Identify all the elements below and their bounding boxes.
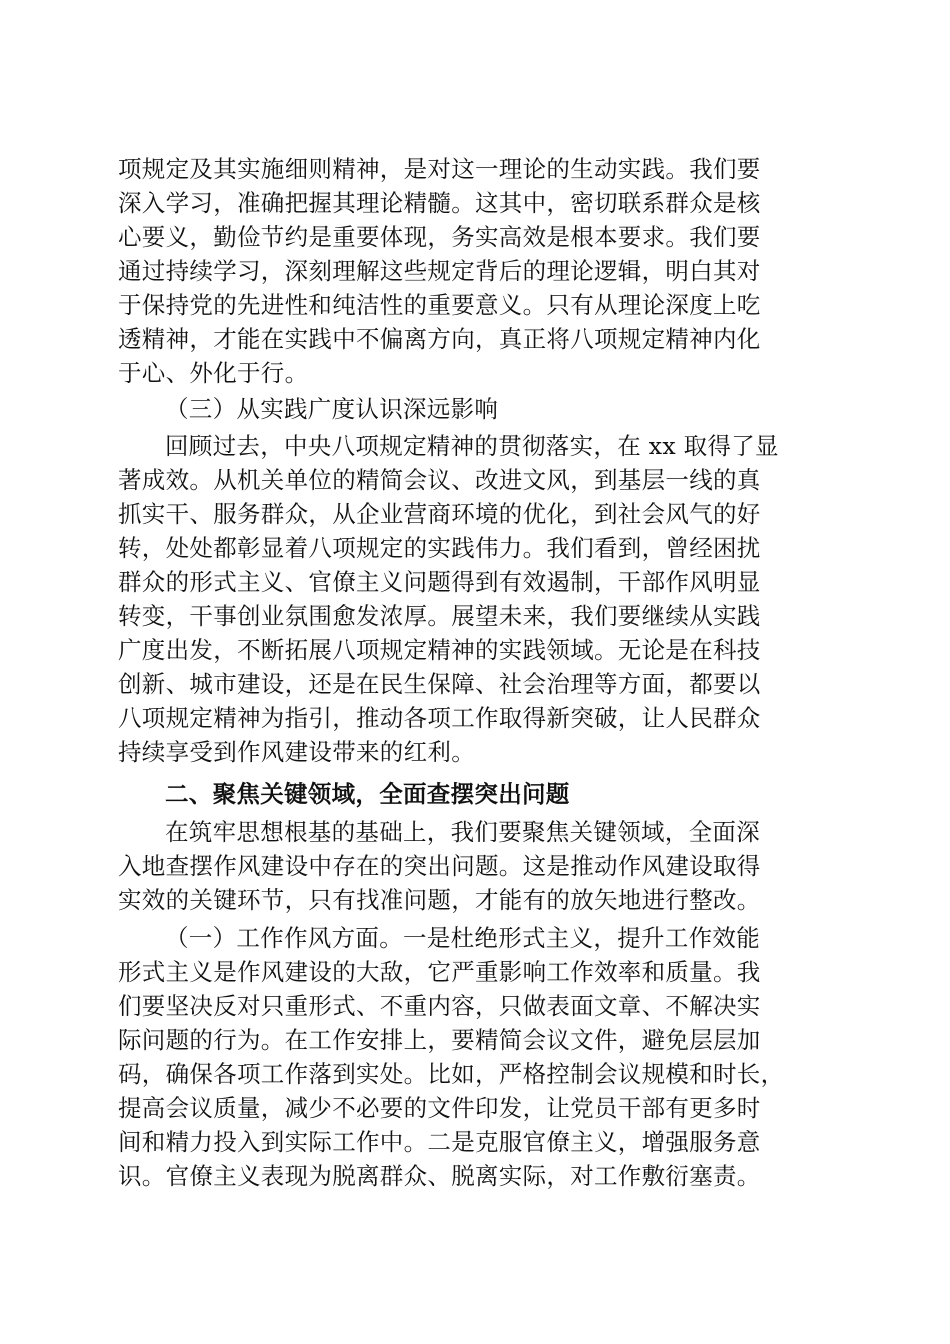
paragraph-line: 码，确保各项工作落到实处。比如，严格控制会议规模和时长， [118,1060,785,1088]
paragraph-line: 回顾过去，中央八项规定精神的贯彻落实，在 xx 取得了显 [165,432,779,460]
paragraph-line: 形式主义是作风建设的大敌，它严重影响工作效率和质量。我 [118,958,761,986]
paragraph-line: 们要坚决反对只重形式、不重内容，只做表面文章、不解决实 [118,992,761,1020]
paragraph-line: 识。官僚主义表现为脱离群众、脱离实际，对工作敷衍塞责。 [118,1162,761,1190]
paragraph-line: 于心、外化于行。 [118,359,309,387]
paragraph-line: 项规定及其实施细则精神，是对这一理论的生动实践。我们要 [118,155,761,183]
paragraph-line: 间和精力投入到实际工作中。二是克服官僚主义，增强服务意 [118,1128,761,1156]
paragraph-line: 通过持续学习，深刻理解这些规定背后的理论逻辑，明白其对 [118,257,761,285]
paragraph-line: （一）工作作风方面。一是杜绝形式主义，提升工作效能 [165,924,760,952]
paragraph-line: 实效的关键环节，只有找准问题，才能有的放矢地进行整改。 [118,886,761,914]
paragraph-line: 入地查摆作风建设中存在的突出问题。这是推动作风建设取得 [118,852,761,880]
paragraph-line: 著成效。从机关单位的精简会议、改进文风，到基层一线的真 [118,466,761,494]
subheading-3: （三）从实践广度认识深远影响 [165,395,499,423]
paragraph-line: 抓实干、服务群众，从企业营商环境的优化，到社会风气的好 [118,500,761,528]
paragraph-line: 深入学习，准确把握其理论精髓。这其中，密切联系群众是核 [118,189,761,217]
paragraph-line: 持续享受到作风建设带来的红利。 [118,738,475,766]
paragraph-line: 透精神，才能在实践中不偏离方向，真正将八项规定精神内化 [118,325,761,353]
paragraph-line: 广度出发，不断拓展八项规定精神的实践领域。无论是在科技 [118,636,761,664]
paragraph-line: 转，处处都彰显着八项规定的实践伟力。我们看到，曾经困扰 [118,534,761,562]
paragraph-line: 提高会议质量，减少不必要的文件印发，让党员干部有更多时 [118,1094,761,1122]
section-heading-2: 二、聚焦关键领域，全面查摆突出问题 [165,780,570,808]
paragraph-line: 群众的形式主义、官僚主义问题得到有效遏制，干部作风明显 [118,568,761,596]
paragraph-line: 于保持党的先进性和纯洁性的重要意义。只有从理论深度上吃 [118,291,761,319]
paragraph-line: 八项规定精神为指引，推动各项工作取得新突破，让人民群众 [118,704,761,732]
paragraph-line: 际问题的行为。在工作安排上，要精简会议文件，避免层层加 [118,1026,761,1054]
paragraph-line: 在筑牢思想根基的基础上，我们要聚焦关键领域，全面深 [165,818,760,846]
paragraph-line: 心要义，勤俭节约是重要体现，务实高效是根本要求。我们要 [118,223,761,251]
paragraph-line: 转变，干事创业氛围愈发浓厚。展望未来，我们要继续从实践 [118,602,761,630]
paragraph-line: 创新、城市建设，还是在民生保障、社会治理等方面，都要以 [118,670,761,698]
